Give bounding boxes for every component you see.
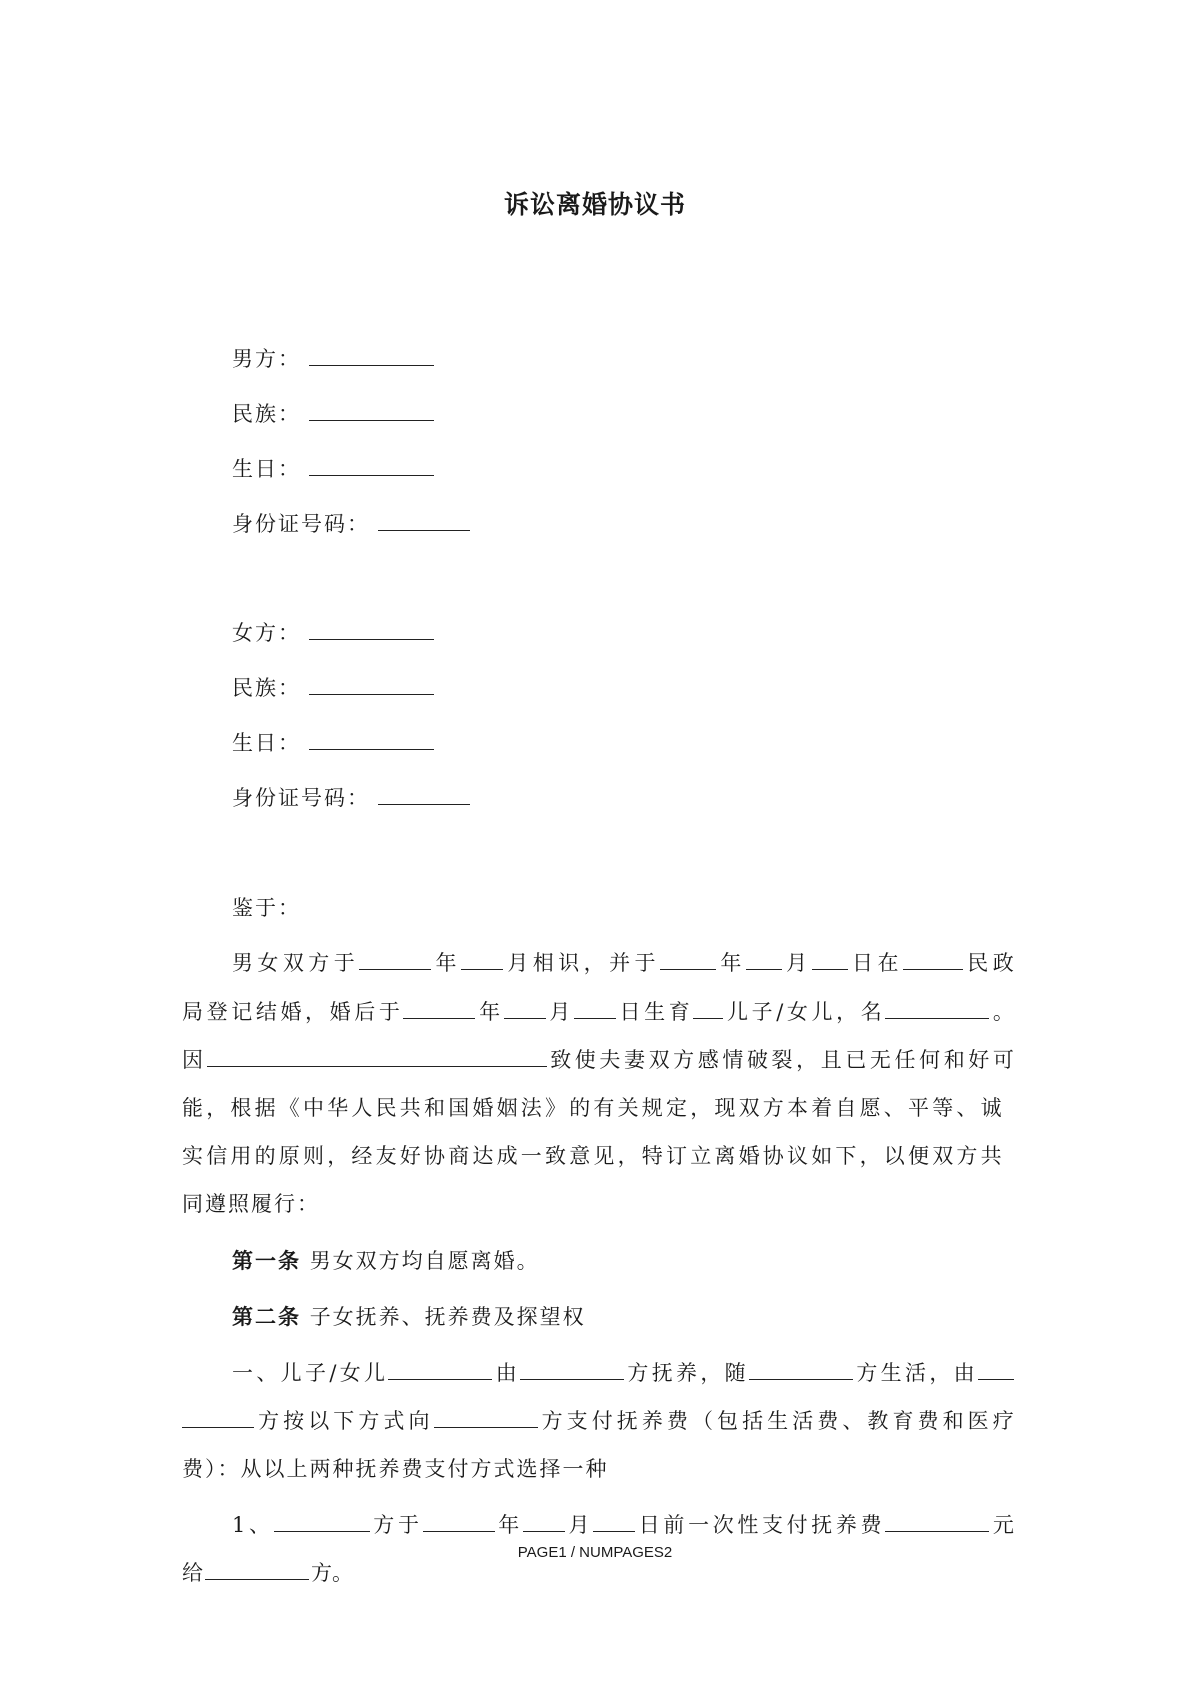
char: 、	[249, 1513, 271, 1537]
male-birthday-label: 生日：	[232, 457, 301, 481]
char: 局	[182, 1000, 203, 1024]
female-birthday-label: 生日：	[232, 731, 301, 755]
char: 方	[358, 1409, 380, 1433]
char: 双	[282, 951, 304, 975]
whereas-heading: 鉴于：	[232, 896, 301, 920]
char: 抚	[616, 1409, 638, 1433]
male-id-blank	[378, 508, 470, 531]
male-id-field	[232, 508, 470, 539]
char: 妻	[623, 1048, 645, 1072]
char: 费	[917, 1409, 939, 1433]
count-blank	[693, 998, 723, 1019]
child-name-blank	[885, 998, 989, 1019]
char: 女	[786, 1000, 808, 1024]
male-ethnicity-field	[232, 398, 434, 429]
char: ，	[700, 1361, 722, 1385]
article-1-text: 男女双方均自愿离婚。	[309, 1249, 540, 1273]
char: 活	[792, 1409, 814, 1433]
char: /	[776, 1000, 784, 1024]
female-id-label: 身份证号码：	[232, 786, 370, 810]
char: 按	[283, 1409, 305, 1433]
char: 日	[852, 951, 874, 975]
char: 使	[574, 1048, 596, 1072]
char: 1	[232, 1513, 246, 1537]
party-blank	[434, 1407, 538, 1428]
article-1-heading: 第一条	[232, 1248, 301, 1273]
char: 由	[953, 1361, 975, 1385]
char: 于	[333, 951, 355, 975]
char: 任	[894, 1048, 916, 1072]
char: 年	[435, 951, 457, 975]
char: 方	[308, 951, 330, 975]
char: 因	[182, 1048, 203, 1072]
male-name-field	[232, 343, 434, 374]
char: 方	[856, 1361, 878, 1385]
char: 子	[751, 1000, 773, 1024]
char: /	[329, 1361, 337, 1385]
amount-blank	[885, 1511, 989, 1532]
char: 生	[767, 1409, 789, 1433]
female-id-field	[232, 782, 470, 813]
char: 方	[627, 1361, 649, 1385]
char: 致	[550, 1048, 572, 1072]
char: 民	[967, 951, 989, 975]
article-2-text: 子女抚养、抚养费及探望权	[309, 1305, 586, 1329]
char: 政	[992, 951, 1014, 975]
year-blank	[660, 949, 716, 970]
char: 年	[720, 951, 742, 975]
paragraph-line-3	[182, 1045, 1014, 1075]
article-2-heading: 第二条	[232, 1304, 301, 1329]
char: 裂	[771, 1048, 793, 1072]
char: 男	[232, 951, 253, 975]
char: 性	[737, 1513, 759, 1537]
char: 日	[638, 1513, 660, 1537]
paragraph-line-6: 同遵照履行：	[182, 1192, 320, 1216]
char: 月	[786, 951, 808, 975]
char: ，	[836, 1000, 858, 1024]
char: 式	[383, 1409, 405, 1433]
char: 于	[378, 1000, 400, 1024]
reason-blank	[207, 1046, 547, 1067]
char: 医	[967, 1409, 989, 1433]
char: 并	[609, 951, 631, 975]
char: 包	[717, 1409, 738, 1433]
party-blank	[205, 1559, 309, 1580]
char: 付	[591, 1409, 613, 1433]
char: 一	[688, 1513, 710, 1537]
char: 、	[256, 1361, 278, 1385]
char: 育	[668, 1000, 690, 1024]
char: 随	[724, 1361, 746, 1385]
male-birthday-field	[232, 453, 434, 484]
char: 登	[206, 1000, 228, 1024]
month-blank	[523, 1511, 565, 1532]
char: 子	[304, 1361, 326, 1385]
place-blank	[903, 949, 963, 970]
char: ，	[929, 1361, 951, 1385]
day-blank	[593, 1511, 635, 1532]
document-title: 诉讼离婚协议书	[503, 190, 686, 219]
char: 名	[860, 1000, 882, 1024]
female-id-blank	[378, 782, 470, 805]
char: 情	[722, 1048, 744, 1072]
char: 女	[339, 1361, 361, 1385]
char: 方	[373, 1513, 395, 1537]
char: 以	[308, 1409, 330, 1433]
male-ethnicity-blank	[309, 398, 434, 421]
page-footer: PAGE1 / NUMPAGES2	[517, 1544, 673, 1561]
party-blank	[274, 1511, 370, 1532]
char: 费	[817, 1409, 839, 1433]
char: 由	[495, 1361, 517, 1385]
char: 无	[869, 1048, 891, 1072]
char: 月	[507, 951, 529, 975]
char: 于	[634, 951, 656, 975]
char: 元	[992, 1513, 1014, 1537]
paragraph-line-2	[182, 997, 1014, 1027]
char: 向	[408, 1409, 430, 1433]
char: 夫	[599, 1048, 621, 1072]
month-blank	[504, 998, 546, 1019]
item-1-line-3: 费）：从以上两种抚养费支付方式选择一种	[182, 1457, 609, 1481]
year-blank	[403, 998, 475, 1019]
male-name-blank	[309, 343, 434, 366]
male-ethnicity-label: 民族：	[232, 402, 301, 426]
male-birthday-blank	[309, 453, 434, 476]
male-name-label: 男方：	[232, 347, 301, 371]
char: 抚	[651, 1361, 673, 1385]
char: 次	[712, 1513, 734, 1537]
char: 费	[666, 1409, 688, 1433]
char: 记	[231, 1000, 253, 1024]
char: 结	[255, 1000, 277, 1024]
char: 方	[258, 1409, 280, 1433]
char: 一	[232, 1361, 253, 1385]
char: 养	[641, 1409, 663, 1433]
paragraph-line-1	[232, 948, 1014, 978]
female-name-blank	[309, 617, 434, 640]
char: 可	[992, 1048, 1014, 1072]
char: 和	[942, 1409, 964, 1433]
char: 支	[761, 1513, 783, 1537]
char: 双	[648, 1048, 670, 1072]
char: 月	[549, 1000, 571, 1024]
char: 括	[742, 1409, 764, 1433]
char: 月	[568, 1513, 590, 1537]
char: 年	[479, 1000, 501, 1024]
item-1-line-2	[182, 1406, 1014, 1436]
char: 育	[892, 1409, 914, 1433]
female-birthday-field	[232, 727, 434, 758]
char: 何	[919, 1048, 941, 1072]
char: 给	[182, 1561, 203, 1585]
char: 于	[397, 1513, 419, 1537]
party-blank-start	[978, 1359, 1014, 1380]
char: 且	[820, 1048, 842, 1072]
female-ethnicity-field	[232, 672, 434, 703]
char: 相	[532, 951, 554, 975]
day-blank	[812, 949, 848, 970]
char: 女	[257, 951, 279, 975]
char: 抚	[811, 1513, 833, 1537]
male-id-label: 身份证号码：	[232, 512, 370, 536]
char: 前	[663, 1513, 685, 1537]
char: 感	[697, 1048, 719, 1072]
char: 养	[676, 1361, 698, 1385]
sub-item-1-line-1	[232, 1510, 1014, 1540]
child-name-blank	[388, 1359, 492, 1380]
party-blank	[520, 1359, 624, 1380]
year-blank	[423, 1511, 495, 1532]
party-blank	[749, 1359, 853, 1380]
month-blank	[746, 949, 782, 970]
sub-item-1-line-2	[182, 1558, 1014, 1588]
char: 破	[746, 1048, 768, 1072]
char: 在	[877, 951, 899, 975]
female-birthday-blank	[309, 727, 434, 750]
char: 生	[644, 1000, 666, 1024]
female-ethnicity-label: 民族：	[232, 676, 301, 700]
article-1	[232, 1246, 540, 1276]
char: ，	[305, 1000, 327, 1024]
char: 方	[541, 1409, 563, 1433]
item-1-line-1	[232, 1358, 1014, 1388]
char: 方	[673, 1048, 695, 1072]
char: 婚	[329, 1000, 351, 1024]
char: 费	[860, 1513, 882, 1537]
char: 婚	[280, 1000, 302, 1024]
char: 已	[845, 1048, 867, 1072]
char: ，	[583, 951, 605, 975]
char: ，	[796, 1048, 818, 1072]
char: 儿	[726, 1000, 748, 1024]
char: 教	[867, 1409, 889, 1433]
female-name-label: 女方：	[232, 621, 301, 645]
day-blank	[574, 998, 616, 1019]
char: 付	[786, 1513, 808, 1537]
char: 支	[566, 1409, 588, 1433]
female-name-field	[232, 617, 434, 648]
char: 儿	[811, 1000, 833, 1024]
char: 日	[619, 1000, 641, 1024]
char: 疗	[992, 1409, 1014, 1433]
char: 、	[842, 1409, 864, 1433]
female-ethnicity-blank	[309, 672, 434, 695]
char: 。	[992, 1000, 1014, 1024]
char: 和	[943, 1048, 965, 1072]
char: 儿	[364, 1361, 386, 1385]
year-blank	[359, 949, 431, 970]
char: 好	[968, 1048, 990, 1072]
char: （	[691, 1409, 713, 1433]
month-blank	[461, 949, 503, 970]
char: 生	[880, 1361, 902, 1385]
paragraph-line-5: 实信用的原则，经友好协商达成一致意见，特订立离婚协议如下，以便双方共	[182, 1144, 1005, 1168]
char: 后	[354, 1000, 376, 1024]
party-blank-end	[182, 1407, 254, 1428]
char: 方。	[311, 1561, 353, 1585]
char: 下	[333, 1409, 355, 1433]
article-2	[232, 1302, 586, 1332]
char: 儿	[280, 1361, 302, 1385]
char: 识	[558, 951, 580, 975]
paragraph-line-4: 能，根据《中华人民共和国婚姻法》的有关规定，现双方本着自愿、平等、诚	[182, 1096, 1005, 1120]
char: 养	[835, 1513, 857, 1537]
char: 年	[498, 1513, 520, 1537]
char: 活	[904, 1361, 926, 1385]
